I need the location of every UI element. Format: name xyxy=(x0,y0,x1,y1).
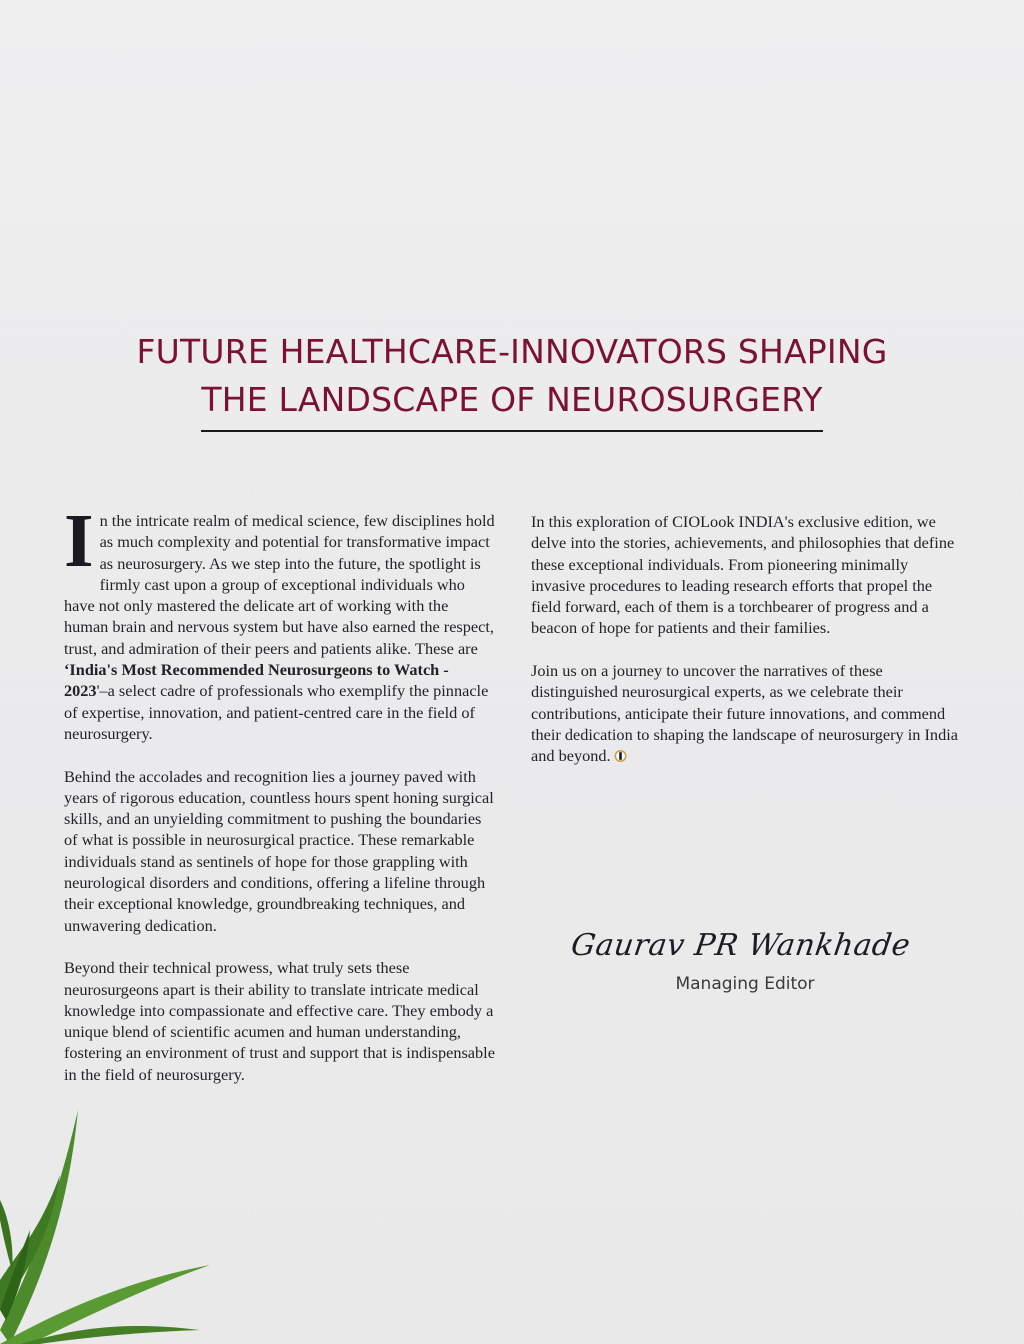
article-title xyxy=(0,328,1024,432)
plant-leaves-icon xyxy=(0,1080,230,1344)
paragraph-exploration: In this exploration of CIOLook INDIA's exclusive edition, we delve into the stories, achievements, and philosophies that define these exceptional individuals. From pioneering minimally invasive procedures to leading research efforts that propel the field forward, each of them is a torchbearer of progress and a beacon of hope for patients and their families. xyxy=(531,512,955,638)
paragraph-prowess: Beyond their technical prowess, what truly sets these neurosurgeons apart is their ability to translate intricate medical knowledge into compassionate and effective care. They embody a unique blend of scientific acumen and human understanding, fostering an environment of trust and support that is indispensable in the field of neurosurgery. xyxy=(64,958,495,1084)
intro-bold-title: ‘India's Most Recommended Neurosurgeons to Watch - 2023 xyxy=(64,660,449,701)
left-column xyxy=(64,499,496,1106)
invite-text: Join us on a journey to uncover the narratives of these distinguished neurosurgical experts, as we celebrate their contributions, anticipate their future innovations, and commend their dedication to shaping the landscape of neurosurgery in India and beyond. xyxy=(531,661,958,766)
right-column xyxy=(531,511,959,788)
intro-text-a: n the intricate realm of medical science, few disciplines hold as much complexity and potential for transformative impact as neurosurgery. As we step into the future, the spotlight is firmly cast upon a group of exceptional individuals who have not only mastered the delicate art of working with the human brain and nervous system but have also earned the respect, trust, and admiration of their peers and patients alike. These are xyxy=(64,511,495,658)
editor-role: Managing Editor xyxy=(675,974,815,994)
svg-text:Gaurav PR Wankhade: Gaurav PR Wankhade xyxy=(568,928,913,963)
drop-cap: I xyxy=(64,499,94,583)
ciolook-logo-icon xyxy=(614,749,627,763)
intro-text-b: '–a select cadre of professionals who exemplify the pinnacle of expertise, innovation, and patient-centred care in the field of neurosurgery. xyxy=(64,681,489,743)
paragraph-journey-invite xyxy=(531,660,959,766)
title-line-1: FUTURE HEALTHCARE-INNOVATORS SHAPING xyxy=(136,332,888,371)
paragraph-journey: Behind the accolades and recognition lies a journey paved with years of rigorous education, countless hours spent honing surgical skills, and an unyielding commitment to pushing the boundaries of what is possible in neurosurgical practice. These remarkable individuals stand as sentinels of hope for those grappling with neurological disorders and conditions, offering a lifeline through their exceptional knowledge, groundbreaking techniques, and unwavering dedication. xyxy=(64,766,494,935)
editor-signature xyxy=(568,915,913,975)
paragraph-intro xyxy=(64,499,496,744)
title-line-2: THE LANDSCAPE OF NEUROSURGERY xyxy=(201,376,822,432)
